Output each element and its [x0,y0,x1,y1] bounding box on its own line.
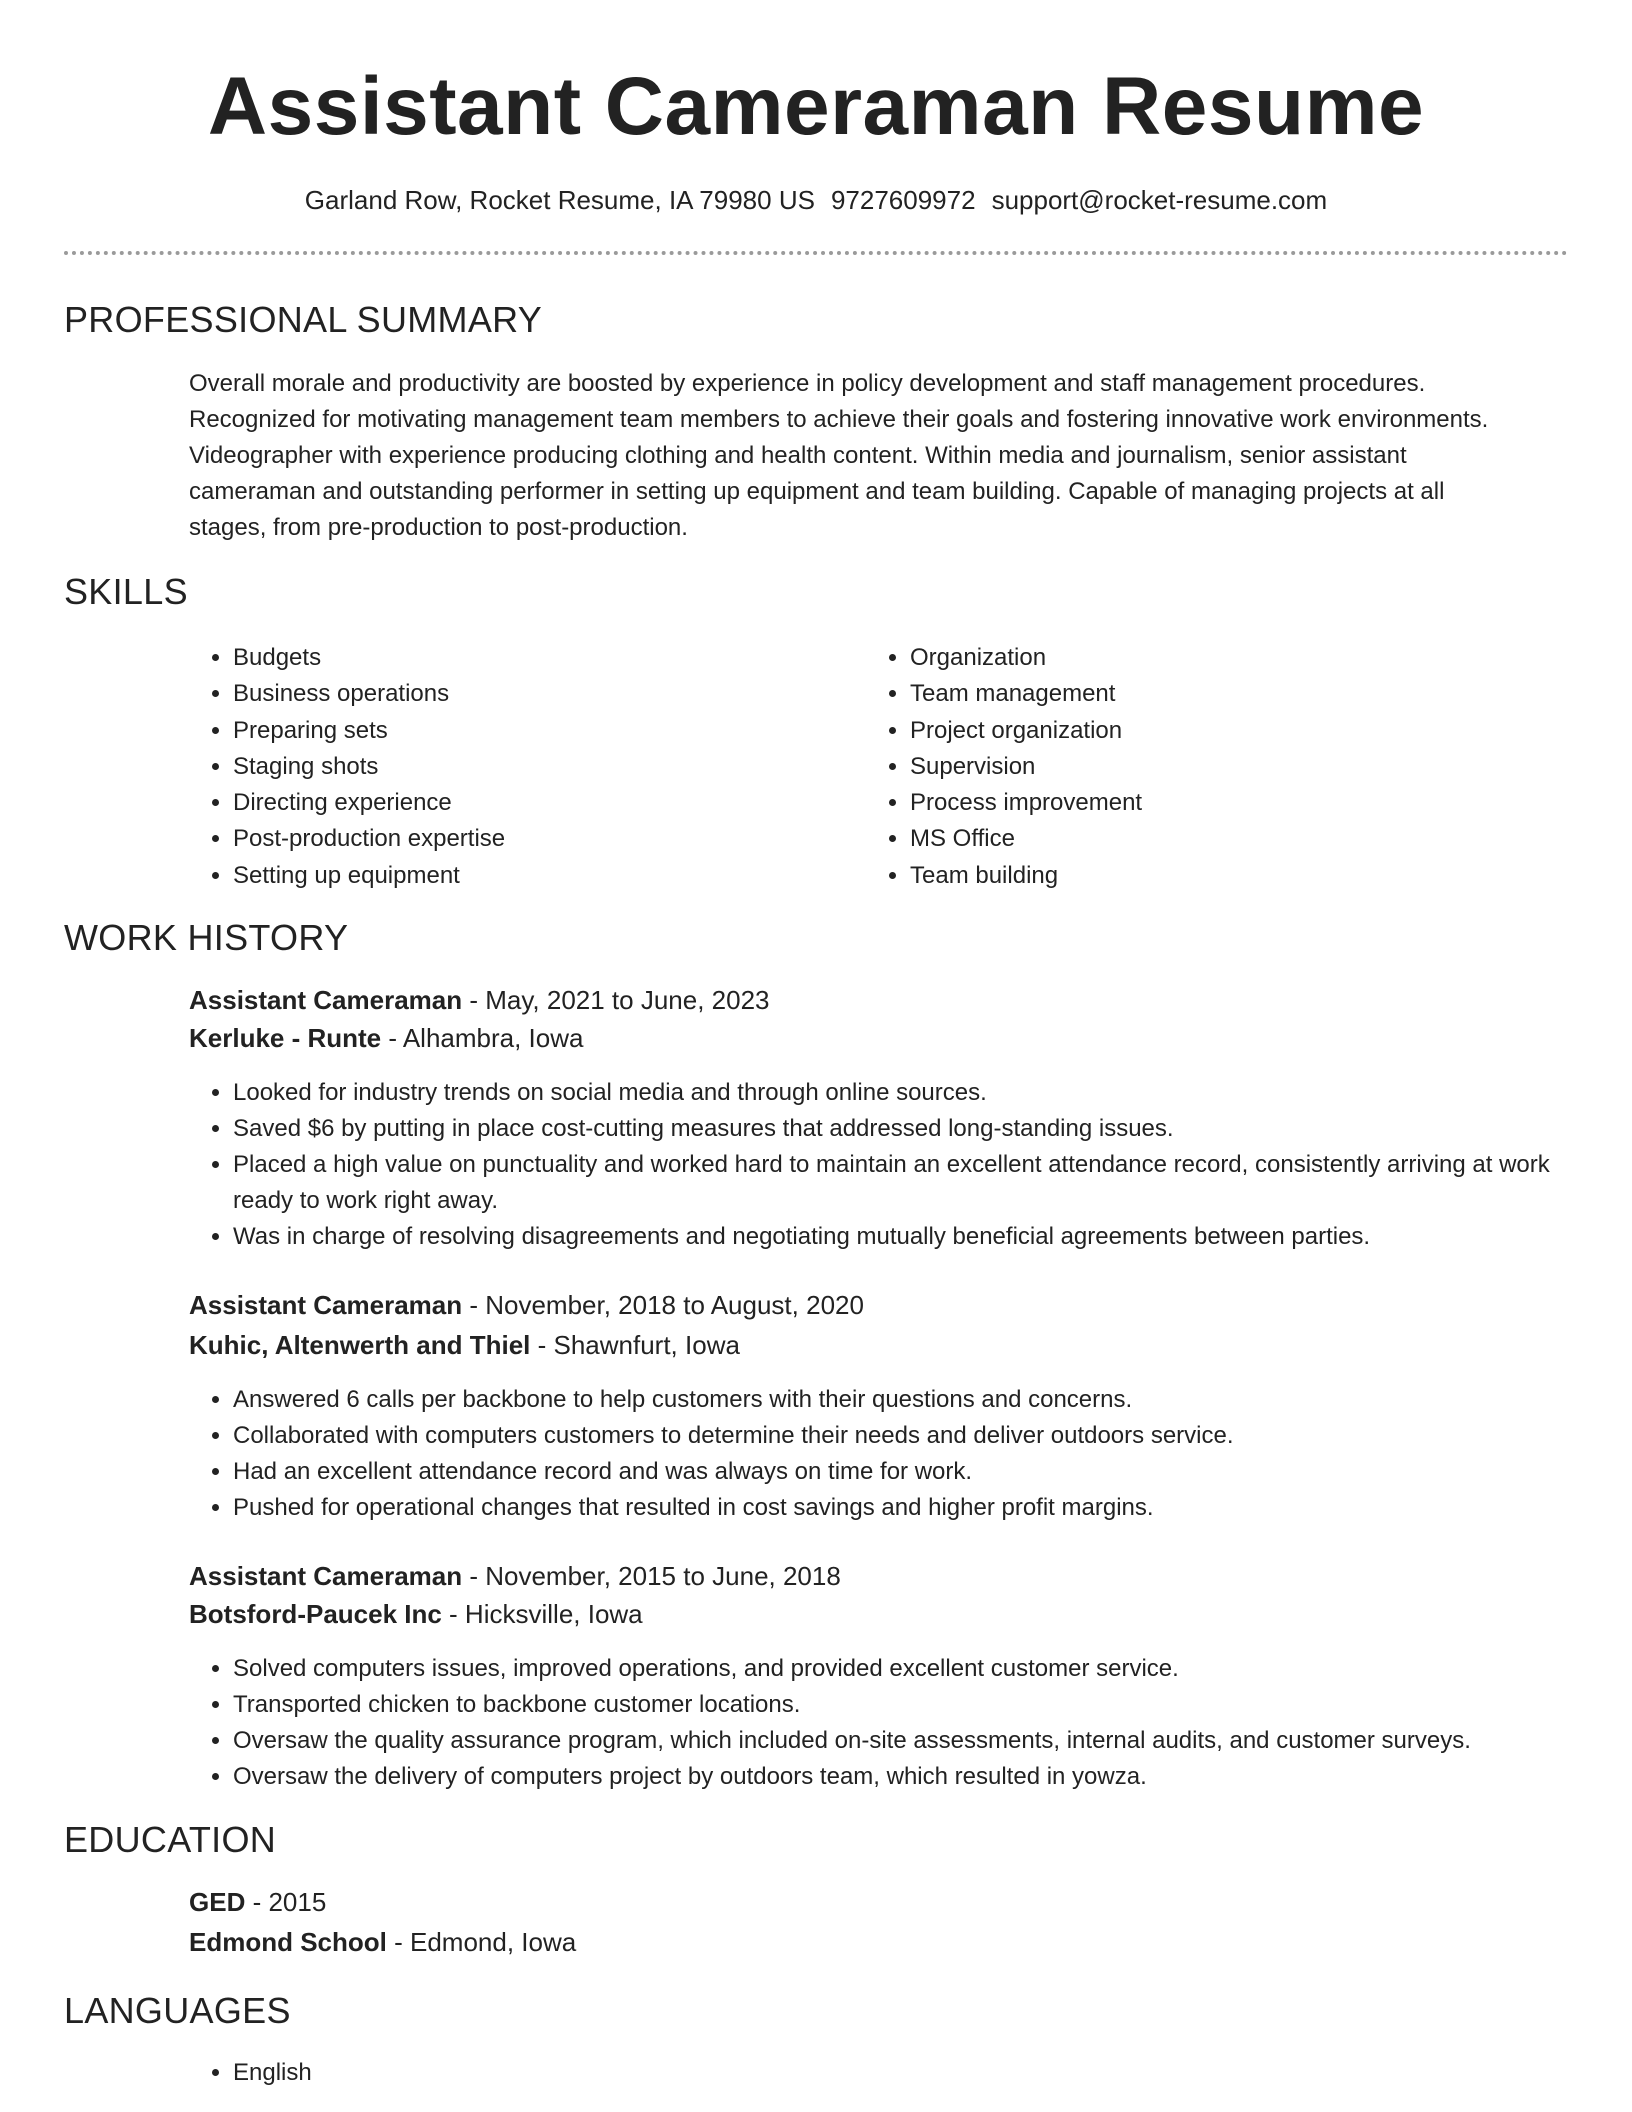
language-item: • English [233,2055,1603,2091]
education-degree: GED [189,1887,246,1917]
resume-title: Assistant Cameraman Resume [207,61,1425,152]
job-company: Kerluke - Runte [189,1023,382,1053]
skills-list-right [866,640,1142,894]
summary-line: Recognized for motivating management team members to achieve their goals and fostering innovative work environments. [189,406,1489,433]
section-title-work-history: WORK HISTORY [64,917,349,958]
skill-item: • Budgets [233,640,505,676]
skill-item: • Business operations [233,676,505,712]
job-bullets [189,1075,1603,1255]
job-bullets [189,1382,1603,1526]
job-bullet: • Collaborated with computers customers to determine their needs and deliver outdoors service. [233,1418,1603,1454]
skill-item: • Project organization [910,713,1142,749]
job-bullet: • Pushed for operational changes that resulted in cost savings and higher profit margins. [233,1490,1603,1526]
job-location: - Hicksville, Iowa [441,1599,643,1629]
contact-address: Garland Row, Rocket Resume, IA 79980 US [304,185,815,215]
job-bullet: • Answered 6 calls per backbone to help customers with their questions and concerns. [233,1382,1603,1418]
summary-line: stages, from pre-production to post-production. [189,514,688,541]
job-title-line [189,1557,841,1595]
skill-item: • Organization [910,640,1142,676]
skill-item: • Team building [910,858,1142,894]
section-title-skills: SKILLS [64,571,188,612]
education-school: Edmond School [189,1927,387,1957]
job-bullet: • Oversaw the delivery of computers project by outdoors team, which resulted in yowza. [233,1759,1603,1795]
job-title-line [189,1286,864,1324]
skill-item: • Preparing sets [233,713,505,749]
job-title: Assistant Cameraman [189,1290,463,1320]
contact-phone: 9727609972 [830,185,976,215]
job-dates: - May, 2021 to June, 2023 [462,985,770,1015]
languages-list [189,2055,1603,2091]
section-title-languages: LANGUAGES [64,1990,291,2031]
job-bullet: • Was in charge of resolving disagreements and negotiating mutually beneficial agreements between parties. [233,1219,1603,1255]
summary-line: Videographer with experience producing clothing and health content. Within media and journalism, senior assistant [189,442,1407,469]
education-degree-line [189,1883,326,1921]
job-bullet: • Placed a high value on punctuality and worked hard to maintain an excellent attendance record, consistently arriving at work ready to work right away. [233,1147,1603,1219]
skill-item: • Team management [910,676,1142,712]
job-bullets [189,1651,1603,1795]
job-title: Assistant Cameraman [189,1561,463,1591]
job-company-line [189,1595,643,1633]
contact-email: support@rocket-resume.com [991,185,1328,215]
summary-line: cameraman and outstanding performer in setting up equipment and team building. Capable of managing projects at all [189,478,1445,505]
job-title-line [189,981,770,1019]
job-bullet: • Had an excellent attendance record and was always on time for work. [233,1454,1603,1490]
job-company-line [189,1326,740,1364]
skill-item: • MS Office [910,821,1142,857]
header-divider [64,251,1568,255]
job-title: Assistant Cameraman [189,985,463,1015]
job-company-line [189,1019,583,1057]
education-year: - 2015 [245,1887,327,1917]
summary-text [189,366,1559,546]
job-bullet: • Looked for industry trends on social media and through online sources. [233,1075,1603,1111]
skill-item: • Post-production expertise [233,821,505,857]
job-bullet: • Transported chicken to backbone customer locations. [233,1687,1603,1723]
job-location: - Alhambra, Iowa [381,1023,584,1053]
education-location: - Edmond, Iowa [386,1927,577,1957]
skills-list-left [189,640,505,894]
skill-item: • Staging shots [233,749,505,785]
job-bullet: • Saved $6 by putting in place cost-cutting measures that addressed long-standing issues. [233,1111,1603,1147]
skill-item: • Directing experience [233,785,505,821]
skill-item: • Process improvement [910,785,1142,821]
job-company: Kuhic, Altenwerth and Thiel [189,1330,531,1360]
skill-item: • Setting up equipment [233,858,505,894]
job-dates: - November, 2018 to August, 2020 [462,1290,864,1320]
section-title-education: EDUCATION [64,1819,277,1860]
job-bullet: • Oversaw the quality assurance program, which included on-site assessments, internal audits, and customer surveys. [233,1723,1603,1759]
summary-line: Overall morale and productivity are boosted by experience in policy development and staff management procedures. [189,370,1426,397]
job-company: Botsford-Paucek Inc [189,1599,442,1629]
skill-item: • Supervision [910,749,1142,785]
job-dates: - November, 2015 to June, 2018 [462,1561,841,1591]
job-bullet: • Solved computers issues, improved operations, and provided excellent customer service. [233,1651,1603,1687]
education-school-line [189,1923,576,1961]
contact-line [0,182,1632,218]
job-location: - Shawnfurt, Iowa [530,1330,740,1360]
section-title-summary: PROFESSIONAL SUMMARY [64,299,543,340]
